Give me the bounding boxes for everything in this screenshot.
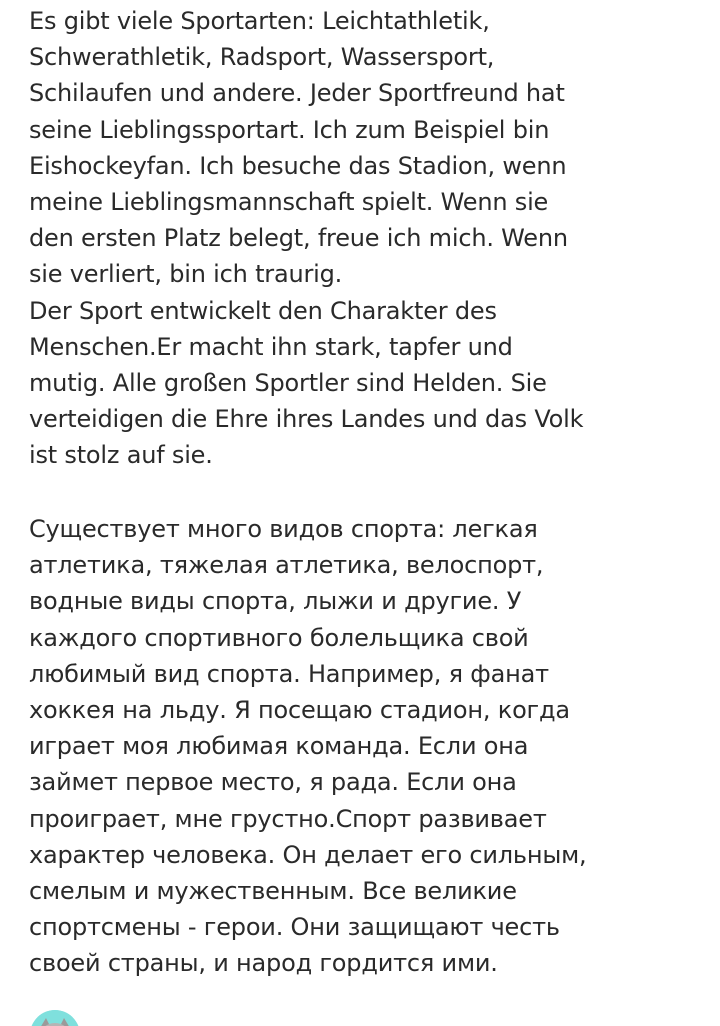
text-line: Eishockeyfan. Ich besuche das Stadion, wenn [29, 151, 567, 180]
russian-text-block [29, 511, 719, 982]
text-line: займет первое место, я рада. Если она [29, 768, 517, 797]
text-line: Schilaufen und andere. Jeder Sportfreund hat [29, 79, 565, 108]
text-line: каждого спортивного болельщика свой [29, 623, 529, 652]
text-line: спортсмены - герои. Они защищают честь [29, 913, 560, 942]
text-line: водные виды спорта, лыжи и другие. У [29, 587, 522, 616]
text-line: Schwerathletik, Radsport, Wassersport, [29, 43, 495, 72]
text-line: sie verliert, bin ich traurig. [29, 260, 343, 289]
german-text-block [29, 3, 719, 474]
text-line: проиграет, мне грустно.Спорт развивает [29, 804, 547, 833]
text-line: den ersten Platz belegt, freue ich mich. Wenn [29, 224, 568, 253]
text-line: Существует много видов спорта: легкая [29, 515, 538, 543]
cat-avatar-icon [30, 1010, 80, 1026]
user-avatar[interactable] [30, 1010, 80, 1026]
text-line: meine Lieblingsmannschaft spielt. Wenn sie [29, 188, 549, 217]
text-line: ist stolz auf sie. [29, 441, 213, 470]
text-line: Es gibt viele Sportarten: Leichtathletik, [29, 7, 490, 35]
text-line: смелым и мужественным. Все великие [29, 877, 517, 906]
text-line: характер человека. Он делает его сильным, [29, 840, 587, 869]
text-line: mutig. Alle großen Sportler sind Helden. Sie [29, 369, 547, 398]
text-line: verteidigen die Ehre ihres Landes und das Volk [29, 405, 584, 434]
text-line: Der Sport entwickelt den Charakter des [29, 296, 497, 325]
text-line: seine Lieblingssportart. Ich zum Beispiel bin [29, 115, 550, 144]
text-line: атлетика, тяжелая атлетика, велоспорт, [29, 551, 544, 580]
text-line: играет моя любимая команда. Если она [29, 732, 529, 761]
text-line: хоккея на льду. Я посещаю стадион, когда [29, 696, 570, 725]
text-line: Menschen.Er macht ihn stark, tapfer und [29, 332, 513, 361]
text-line: любимый вид спорта. Например, я фанат [29, 659, 549, 688]
text-line: своей страны, и народ гордится ими. [29, 949, 498, 978]
